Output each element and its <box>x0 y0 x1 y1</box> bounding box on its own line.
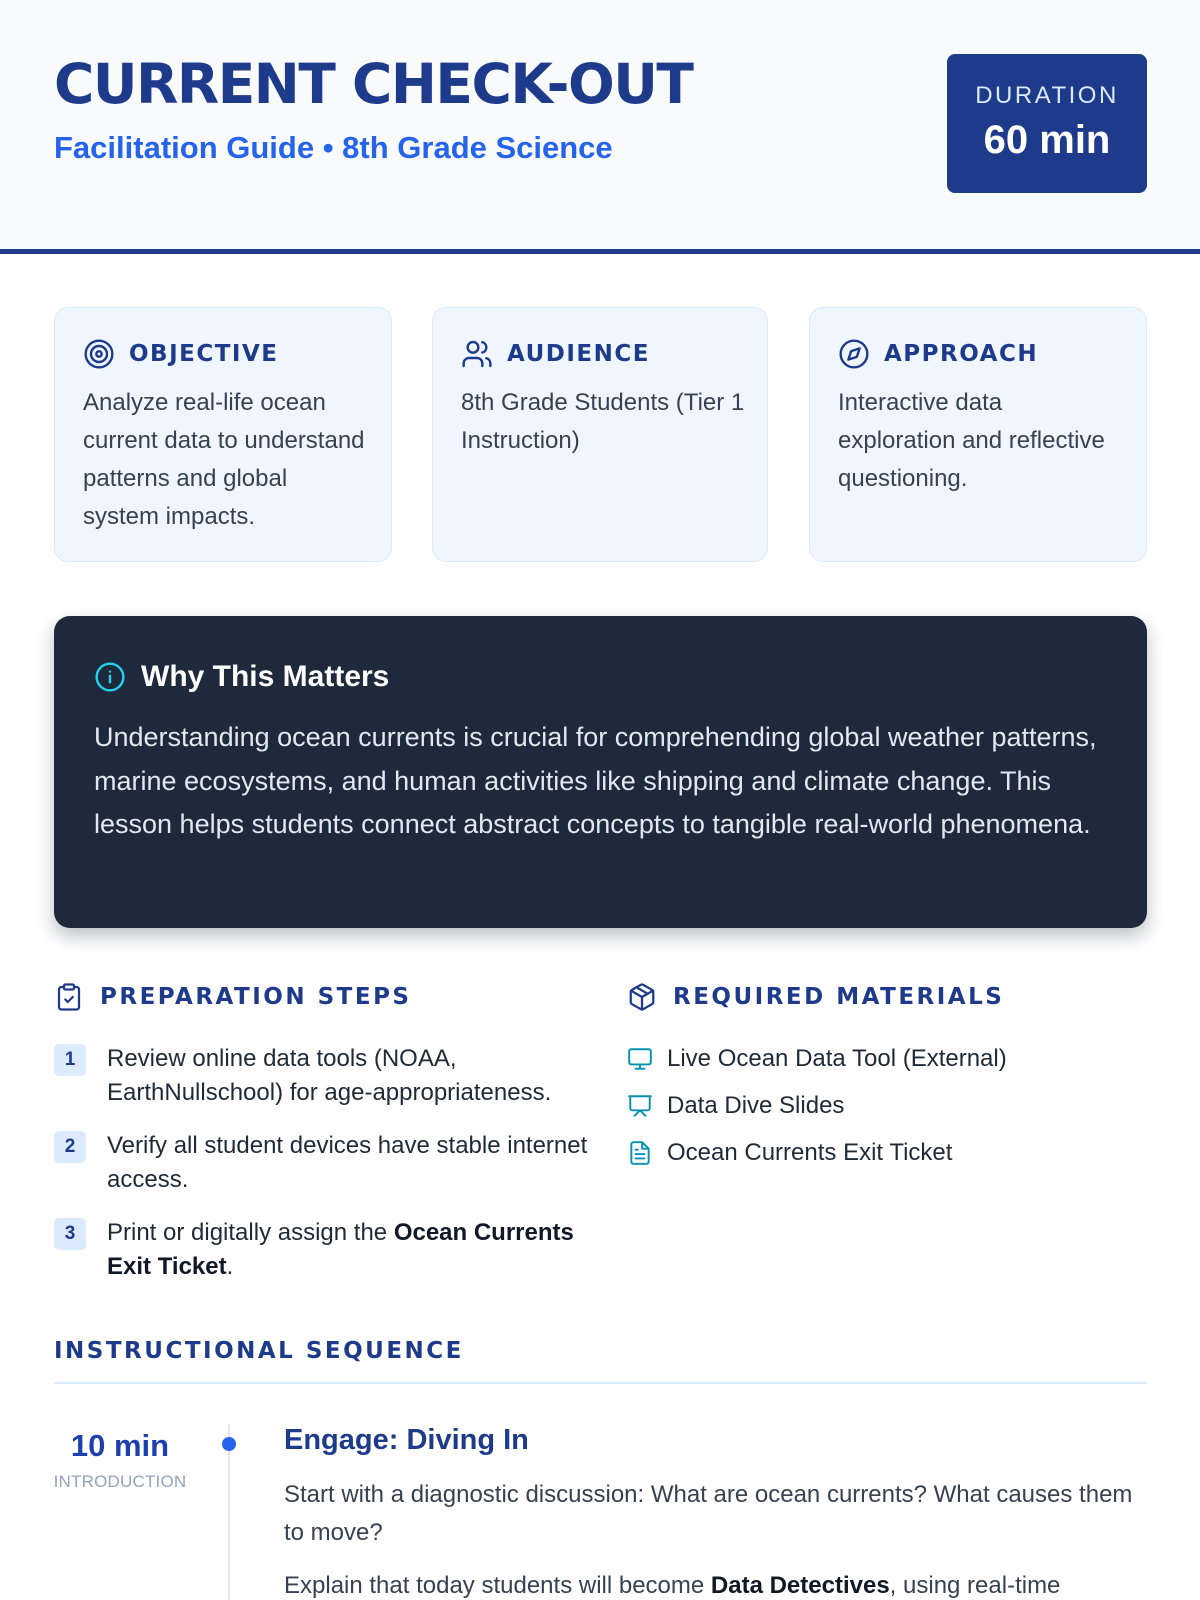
phase-paragraph: Start with a diagnostic discussion: What are ocean currents? What causes them to move? <box>284 1481 1133 1546</box>
step-text: Print or digitally assign the Ocean Currents Exit Ticket. <box>107 1219 574 1280</box>
users-icon <box>461 338 493 370</box>
phase-paragraph: Explain that today students will become Data Detectives, using real-time <box>284 1572 1061 1599</box>
objective-text: Analyze real-life ocean current data to understand patterns and global system impacts. <box>83 389 365 530</box>
package-icon <box>627 982 657 1012</box>
page-header <box>0 0 1200 254</box>
target-icon <box>83 338 115 370</box>
materials-title: REQUIRED MATERIALS <box>673 984 1005 1010</box>
step-number: 3 <box>54 1218 86 1250</box>
duration-label: DURATION <box>975 82 1119 109</box>
audience-title: AUDIENCE <box>507 341 650 367</box>
timeline-dot <box>222 1437 236 1451</box>
material-item[interactable] <box>627 1092 844 1120</box>
duration-badge <box>947 54 1147 193</box>
phase-duration: 10 min <box>70 1428 170 1463</box>
data-detectives-emphasis: Data Detectives <box>710 1572 890 1599</box>
why-this-matters-panel <box>54 616 1147 928</box>
phase-title: Engage: Diving In <box>284 1424 529 1456</box>
page-title: CURRENT CHECK-OUT <box>54 52 693 116</box>
why-title: Why This Matters <box>141 660 390 693</box>
material-label: Ocean Currents Exit Ticket <box>667 1139 953 1166</box>
objective-card <box>54 307 392 562</box>
step-number: 2 <box>54 1131 86 1163</box>
page-subtitle: Facilitation Guide • 8th Grade Science <box>54 130 613 165</box>
clipboard-check-icon <box>54 982 84 1012</box>
audience-card <box>432 307 768 562</box>
exit-ticket-emphasis: Ocean Currents Exit Ticket <box>107 1219 574 1280</box>
presentation-icon <box>627 1093 653 1119</box>
approach-card <box>809 307 1147 562</box>
preparation-title: PREPARATION STEPS <box>100 984 412 1010</box>
step-number: 1 <box>54 1044 86 1076</box>
info-icon <box>94 661 126 693</box>
material-item[interactable] <box>627 1045 1007 1073</box>
why-text: Understanding ocean currents is crucial for comprehending global weather patterns, marine ecosystems, and human activities like shipping and climate change. This lesson helps students connect abstract concepts to tangible real-world phenomena. <box>94 722 1097 839</box>
material-label: Data Dive Slides <box>667 1092 845 1119</box>
material-label: Live Ocean Data Tool (External) <box>667 1045 1007 1072</box>
materials-heading <box>627 982 1004 1012</box>
objective-title: OBJECTIVE <box>129 341 279 367</box>
step-text: Review online data tools (NOAA, EarthNullschool) for age-appropriateness. <box>107 1045 552 1106</box>
step-text: Verify all student devices have stable internet access. <box>107 1132 588 1193</box>
sequence-title: INSTRUCTIONAL SEQUENCE <box>54 1338 464 1364</box>
monitor-icon <box>627 1046 653 1072</box>
file-text-icon <box>627 1140 653 1166</box>
approach-text: Interactive data exploration and reflective questioning. <box>838 389 1105 492</box>
material-item[interactable] <box>627 1139 952 1167</box>
approach-title: APPROACH <box>884 341 1039 367</box>
duration-value: 60 min <box>983 118 1111 162</box>
sequence-divider <box>54 1382 1147 1384</box>
phase-tag: INTRODUCTION <box>53 1472 187 1491</box>
audience-text: 8th Grade Students (Tier 1 Instruction) <box>461 389 745 454</box>
preparation-heading <box>54 982 412 1012</box>
compass-icon <box>838 338 870 370</box>
